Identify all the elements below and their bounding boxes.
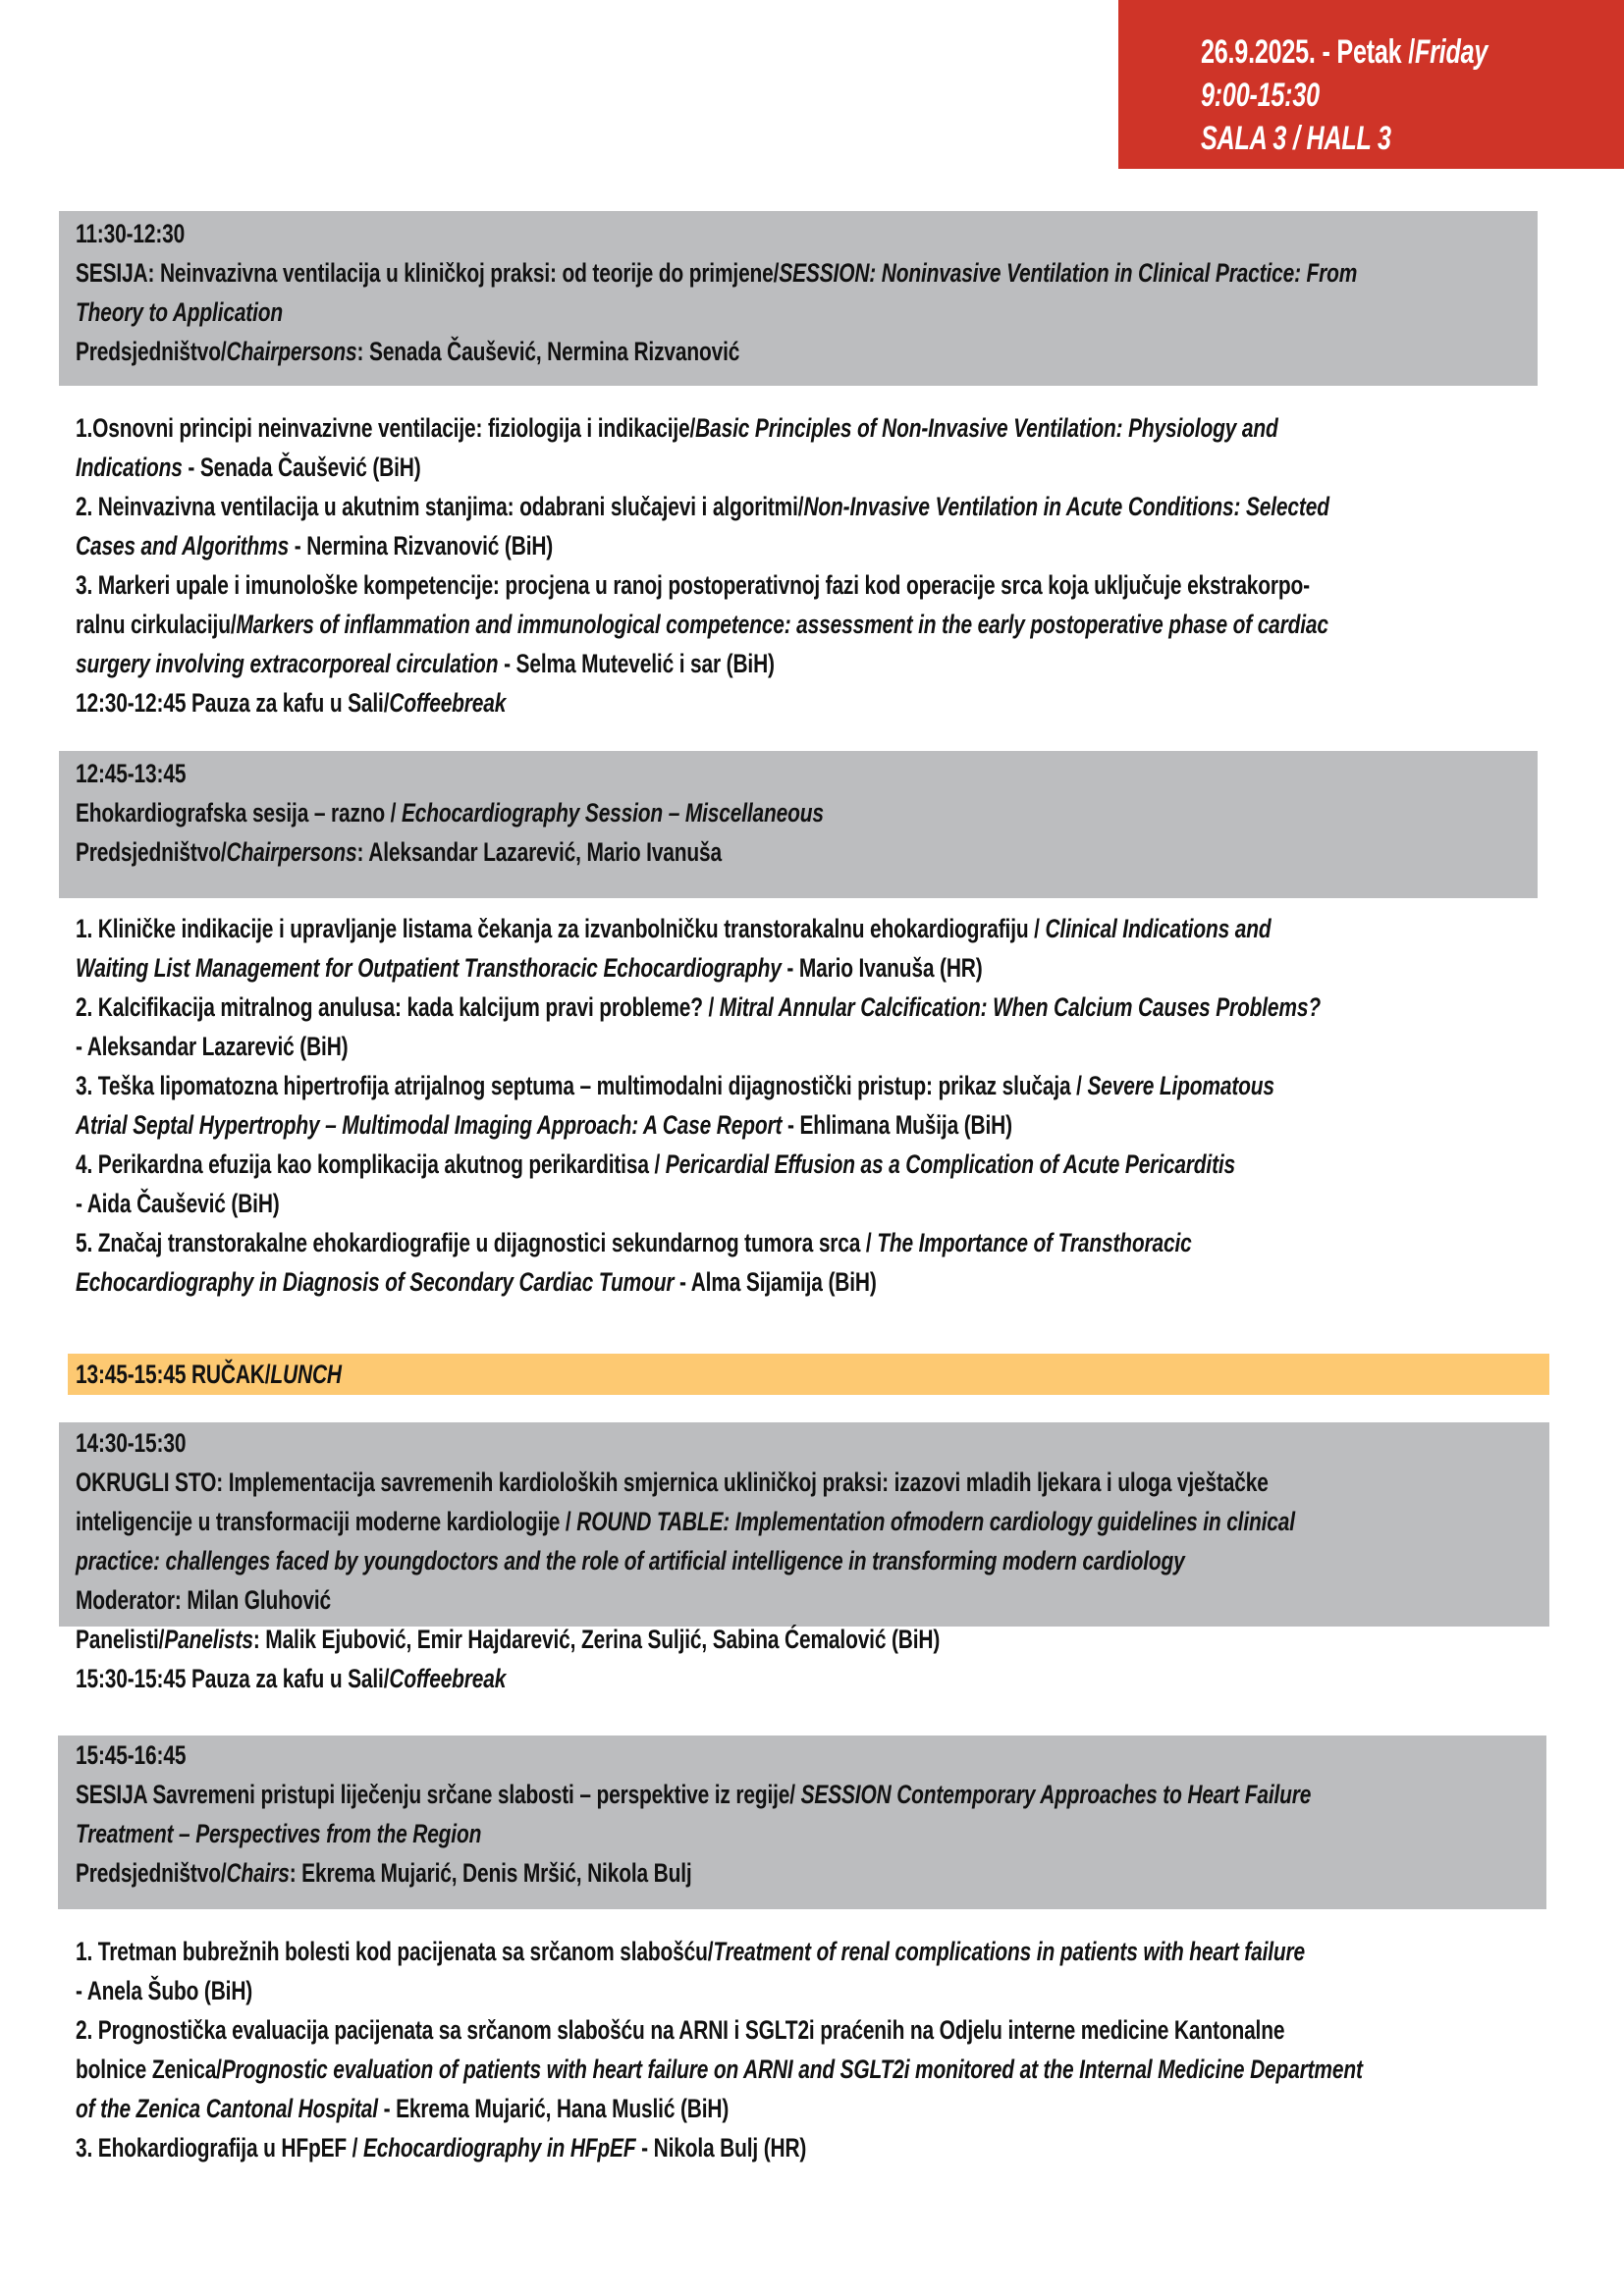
- local-text: 2. Prognostička evaluacija pacijenata sa srčanom slabošću na ARNI i SGLT2i praćenih na Odjelu interne medicine Kantonalne: [76, 2015, 1285, 2045]
- english-text: Clinical Indications and: [1045, 914, 1272, 943]
- session-time: [76, 1739, 186, 1771]
- local-text: - Selma Mutevelić i sar (BiH): [498, 649, 775, 678]
- local-text: 13:45-15:45 RUČAK/: [76, 1360, 271, 1389]
- local-text: 1. Kliničke indikacije i upravljanje listama čekanja za izvanbolničku transtorakalnu ehokardiografiju /: [76, 914, 1046, 943]
- local-text: Predsjedništvo/: [76, 837, 227, 867]
- talk-line: [76, 2132, 806, 2163]
- local-text: - Aleksandar Lazarević (BiH): [76, 1032, 349, 1061]
- talk-line: [76, 1070, 1274, 1101]
- day-header-banner: [1118, 0, 1624, 169]
- local-text: - Anela Šubo (BiH): [76, 1976, 253, 2005]
- header-hall: SALA 3 / HALL 3: [1201, 120, 1391, 157]
- moderator: [76, 1584, 331, 1616]
- local-text: 2. Kalcifikacija mitralnog anulusa: kada kalcijum pravi probleme? /: [76, 992, 720, 1022]
- talk-line: [76, 452, 421, 483]
- english-text: surgery involving extracorporeal circulation: [76, 649, 499, 678]
- local-text: - Mario Ivanuša (HR): [781, 953, 983, 983]
- talk-line: [76, 648, 775, 679]
- local-text: 14:30-15:30: [76, 1428, 187, 1458]
- english-text: Severe Lipomatous: [1087, 1071, 1274, 1100]
- local-text: - Ekrema Mujarić, Hana Muslić (BiH): [377, 2094, 730, 2123]
- local-text: 15:30-15:45 Pauza za kafu u Sali/: [76, 1664, 390, 1693]
- local-text: 5. Značaj transtorakalne ehokardiografije u dijagnostici sekundarnog tumora srca /: [76, 1228, 878, 1257]
- header-day-english: Friday: [1414, 33, 1489, 71]
- coffee-break: [76, 1663, 506, 1694]
- talk-line: [76, 1975, 252, 2006]
- local-text: : Malik Ejubović, Emir Hajdarević, Zerina Suljić, Sabina Ćemalović (BiH): [252, 1625, 941, 1654]
- local-text: 3. Teška lipomatozna hipertrofija atrijalnog septuma – multimodalni dijagnostički pristup: prikaz slučaja /: [76, 1071, 1088, 1100]
- local-text: - Senada Čaušević (BiH): [182, 453, 421, 482]
- english-text: of the Zenica Cantonal Hospital: [76, 2094, 378, 2123]
- english-text: Treatment – Perspectives from the Region: [76, 1819, 482, 1848]
- session-title: [76, 257, 1357, 289]
- local-text: OKRUGLI STO: Implementacija savremenih kardioloških smjernica ukliničkoj praksi: izazovi mladih ljekara i uloga vještačke: [76, 1468, 1269, 1497]
- local-text: 2. Neinvazivna ventilacija u akutnim stanjima: odabrani slučajevi i algoritmi/: [76, 492, 804, 521]
- local-text: - Nikola Bulj (HR): [635, 2133, 807, 2163]
- session-title: [76, 1467, 1269, 1498]
- talk-line: [76, 1188, 280, 1219]
- local-text: : Ekrema Mujarić, Denis Mršić, Nikola Bulj: [289, 1858, 692, 1888]
- english-text: SESSION Contemporary Approaches to Heart Failure: [800, 1780, 1312, 1809]
- english-text: Mitral Annular Calcification: When Calcium Causes Problems?: [719, 992, 1321, 1022]
- english-text: Indications: [76, 453, 183, 482]
- local-text: Predsjedništvo/: [76, 337, 227, 366]
- english-text: Basic Principles of Non-Invasive Ventilation: Physiology and: [695, 413, 1278, 443]
- english-text: Echocardiography in HFpEF: [362, 2133, 636, 2163]
- local-text: ralnu cirkulaciju/: [76, 610, 237, 639]
- local-text: Panelisti/: [76, 1625, 165, 1654]
- talk-line: [76, 1109, 1012, 1141]
- talk-line: [76, 1936, 1305, 1967]
- local-text: 3. Markeri upale i imunološke kompetencije: procjena u ranoj postoperativnoj fazi kod operacije srca koja uključuje ekstrakorpo-: [76, 570, 1310, 600]
- session-chairs: [76, 836, 722, 868]
- english-text: Pericardial Effusion as a Complication of Acute Pericarditis: [665, 1149, 1236, 1179]
- session-chairs: [76, 1857, 692, 1889]
- english-text: Chairs: [226, 1858, 290, 1888]
- english-text: Coffeebreak: [389, 1664, 507, 1693]
- english-text: Prognostic evaluation of patients with heart failure on ARNI and SGLT2i monitored at the Internal Medicine Department: [221, 2055, 1363, 2084]
- talk-line: [76, 412, 1278, 444]
- header-date: [1201, 33, 1488, 72]
- session-title: [76, 296, 283, 328]
- local-text: Predsjedništvo/: [76, 1858, 227, 1888]
- header-date-text: 26.9.2025. - Petak /: [1201, 33, 1415, 71]
- session-title: [76, 1818, 481, 1849]
- talk-line: [76, 1148, 1235, 1180]
- english-text: Non-Invasive Ventilation in Acute Conditions: Selected: [803, 492, 1329, 521]
- local-text: 4. Perikardna efuzija kao komplikacija akutnog perikarditisa /: [76, 1149, 666, 1179]
- local-text: 12:30-12:45 Pauza za kafu u Sali/: [76, 688, 390, 718]
- english-text: Cases and Algorithms: [76, 531, 290, 561]
- english-text: Panelists: [164, 1625, 253, 1654]
- local-text: 1.Osnovni principi neinvazivne ventilacije: fiziologija i indikacije/: [76, 413, 696, 443]
- local-text: inteligencije u transformaciji moderne kardiologije /: [76, 1507, 577, 1536]
- local-text: SESIJA: Neinvazivna ventilacija u kliničkoj praksi: od teorije do primjene/: [76, 258, 780, 288]
- local-text: 12:45-13:45: [76, 759, 187, 788]
- local-text: - Alma Sijamija (BiH): [674, 1267, 877, 1297]
- header-time: 9:00-15:30: [1201, 77, 1320, 114]
- talk-line: [76, 2054, 1363, 2085]
- local-text: 1. Tretman bubrežnih bolesti kod pacijenata sa srčanom slabošću/: [76, 1937, 714, 1966]
- session-time: [76, 218, 185, 249]
- english-text: Waiting List Management for Outpatient Transthoracic Echocardiography: [76, 953, 782, 983]
- english-text: Theory to Application: [76, 297, 284, 327]
- english-text: Atrial Septal Hypertrophy – Multimodal Imaging Approach: A Case Report: [76, 1110, 783, 1140]
- talk-line: [76, 491, 1329, 522]
- english-text: LUNCH: [270, 1360, 342, 1389]
- local-text: SESIJA Savremeni pristupi liječenju srčane slabosti – perspektive iz regije/: [76, 1780, 801, 1809]
- english-text: ROUND TABLE: Implementation ofmodern cardiology guidelines in clinical: [576, 1507, 1295, 1536]
- english-text: Chairpersons: [226, 837, 357, 867]
- talk-line: [76, 569, 1310, 601]
- local-text: - Nermina Rizvanović (BiH): [289, 531, 554, 561]
- session-time: [76, 758, 186, 789]
- local-text: 3. Ehokardiografija u HFpEF /: [76, 2133, 363, 2163]
- talk-line: [76, 1227, 1192, 1258]
- lunch-label: [76, 1359, 342, 1390]
- local-text: 11:30-12:30: [76, 219, 186, 248]
- english-text: Treatment of renal complications in patients with heart failure: [713, 1937, 1306, 1966]
- session-title: [76, 1545, 1185, 1576]
- english-text: Echocardiography Session – Miscellaneous: [402, 798, 824, 828]
- talk-line: [76, 1266, 877, 1298]
- english-text: Markers of inflammation and immunological competence: assessment in the early postoperative phase of cardiac: [236, 610, 1328, 639]
- session-chairs: [76, 336, 739, 367]
- talk-line: [76, 913, 1271, 944]
- talk-line: [76, 530, 553, 561]
- local-text: : Aleksandar Lazarević, Mario Ivanuša: [356, 837, 723, 867]
- local-text: Ehokardiografska sesija – razno /: [76, 798, 403, 828]
- talk-line: [76, 952, 983, 984]
- talk-line: [76, 1031, 348, 1062]
- english-text: The Importance of Transthoracic: [877, 1228, 1192, 1257]
- local-text: - Aida Čaušević (BiH): [76, 1189, 280, 1218]
- local-text: : Senada Čaušević, Nermina Rizvanović: [356, 337, 740, 366]
- coffee-break: [76, 687, 506, 719]
- english-text: Coffeebreak: [389, 688, 507, 718]
- session-title: [76, 1779, 1311, 1810]
- english-text: SESSION: Noninvasive Ventilation in Clinical Practice: From: [779, 258, 1358, 288]
- talk-line: [76, 2014, 1284, 2046]
- local-text: 15:45-16:45: [76, 1740, 187, 1770]
- english-text: Chairpersons: [226, 337, 357, 366]
- session-title: [76, 797, 824, 828]
- talk-line: [76, 2093, 729, 2124]
- talk-line: [76, 991, 1321, 1023]
- english-text: practice: challenges faced by youngdoctors and the role of artificial intelligence in transforming modern cardiology: [76, 1546, 1185, 1575]
- panelists: [76, 1624, 940, 1655]
- local-text: bolnice Zenica/: [76, 2055, 222, 2084]
- session-time: [76, 1427, 186, 1459]
- talk-line: [76, 609, 1328, 640]
- local-text: - Ehlimana Mušija (BiH): [782, 1110, 1012, 1140]
- session-title: [76, 1506, 1295, 1537]
- local-text: Moderator: Milan Gluhović: [76, 1585, 332, 1615]
- english-text: Echocardiography in Diagnosis of Secondary Cardiac Tumour: [76, 1267, 675, 1297]
